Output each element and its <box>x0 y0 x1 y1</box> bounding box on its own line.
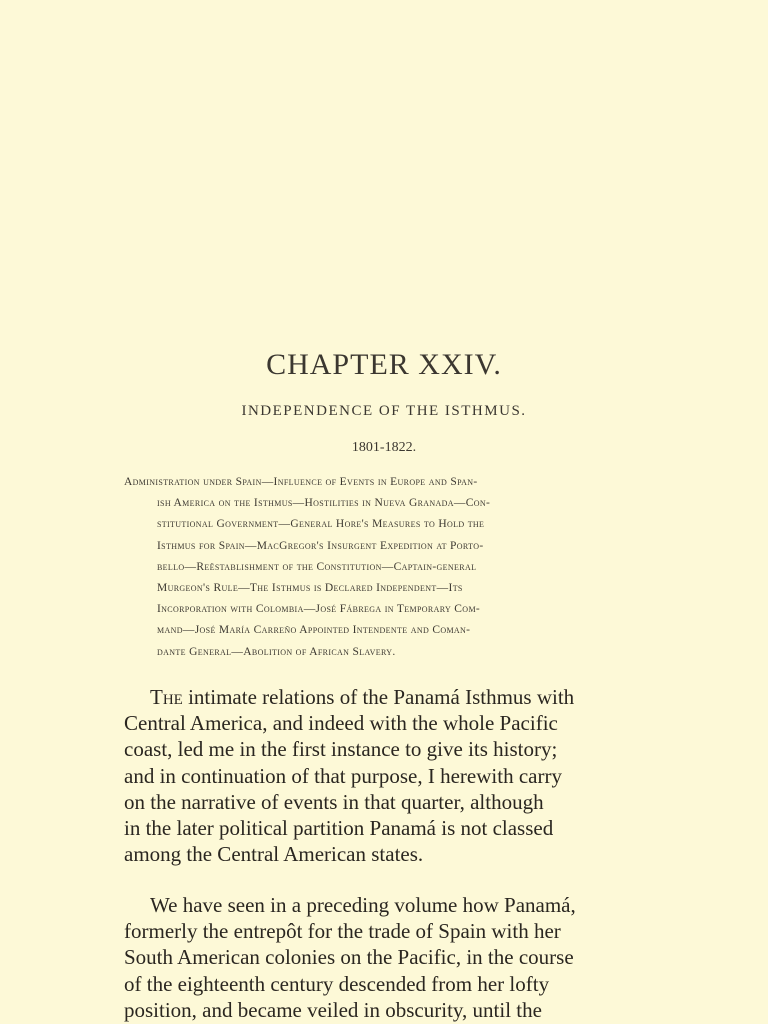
synopsis-line: mand—José María Carreño Appointed Intendente and Coman- <box>157 624 471 637</box>
synopsis-line: Incorporation with Colombia—José Fábrega in Temporary Com- <box>157 603 481 616</box>
paragraph-line <box>124 684 714 710</box>
synopsis-line: Isthmus for Spain—MacGregor's Insurgent Expedition at Porto- <box>157 539 484 552</box>
chapter-years: 1801-1822. <box>351 440 417 455</box>
line-text: intimate relations of the Panamá Isthmus with <box>182 685 575 709</box>
opening-word: The <box>150 685 183 709</box>
synopsis-line: Murgeon's Rule—The Isthmus is Declared Independent—Its <box>157 582 463 595</box>
paragraph-intro <box>124 684 714 867</box>
paragraph-line: We have seen in a preceding volume how Panamá, <box>150 893 576 917</box>
paragraph-line: Central America, and indeed with the whole Pacific <box>124 711 558 736</box>
synopsis-line: dante General—Abolition of African Slavery. <box>157 645 396 658</box>
chapter-synopsis <box>124 472 709 663</box>
paragraph-line: coast, led me in the first instance to give its history; <box>124 737 558 762</box>
synopsis-line: stitutional Government—General Hore's Measures to Hold the <box>157 518 485 531</box>
synopsis-line: Administration under Spain—Influence of Events in Europe and Span- <box>124 476 478 488</box>
paragraph-line: among the Central American states. <box>124 842 424 867</box>
paragraph-line: on the narrative of events in that quarter, although <box>124 789 544 814</box>
paragraph-line: of the eighteenth century descended from her lofty <box>124 971 550 996</box>
chapter-title: CHAPTER XXIV. <box>266 348 502 381</box>
paragraph-line: formerly the entrepôt for the trade of Spain with her <box>124 919 561 944</box>
paragraph-line: South American colonies on the Pacific, in the course <box>124 945 574 970</box>
synopsis-line: ish America on the Isthmus—Hostilities in Nueva Granada—Con- <box>157 497 491 510</box>
paragraph-second <box>124 892 714 1023</box>
paragraph-line: and in continuation of that purpose, I herewith carry <box>124 763 562 788</box>
paragraph-line: in the later political partition Panamá is not classed <box>124 816 554 841</box>
chapter-subtitle: INDEPENDENCE OF THE ISTHMUS. <box>241 403 527 419</box>
paragraph-line: position, and became veiled in obscurity, until the <box>124 997 542 1022</box>
synopsis-line: bello—Reëstablishment of the Constitution—Captain-general <box>157 560 477 573</box>
